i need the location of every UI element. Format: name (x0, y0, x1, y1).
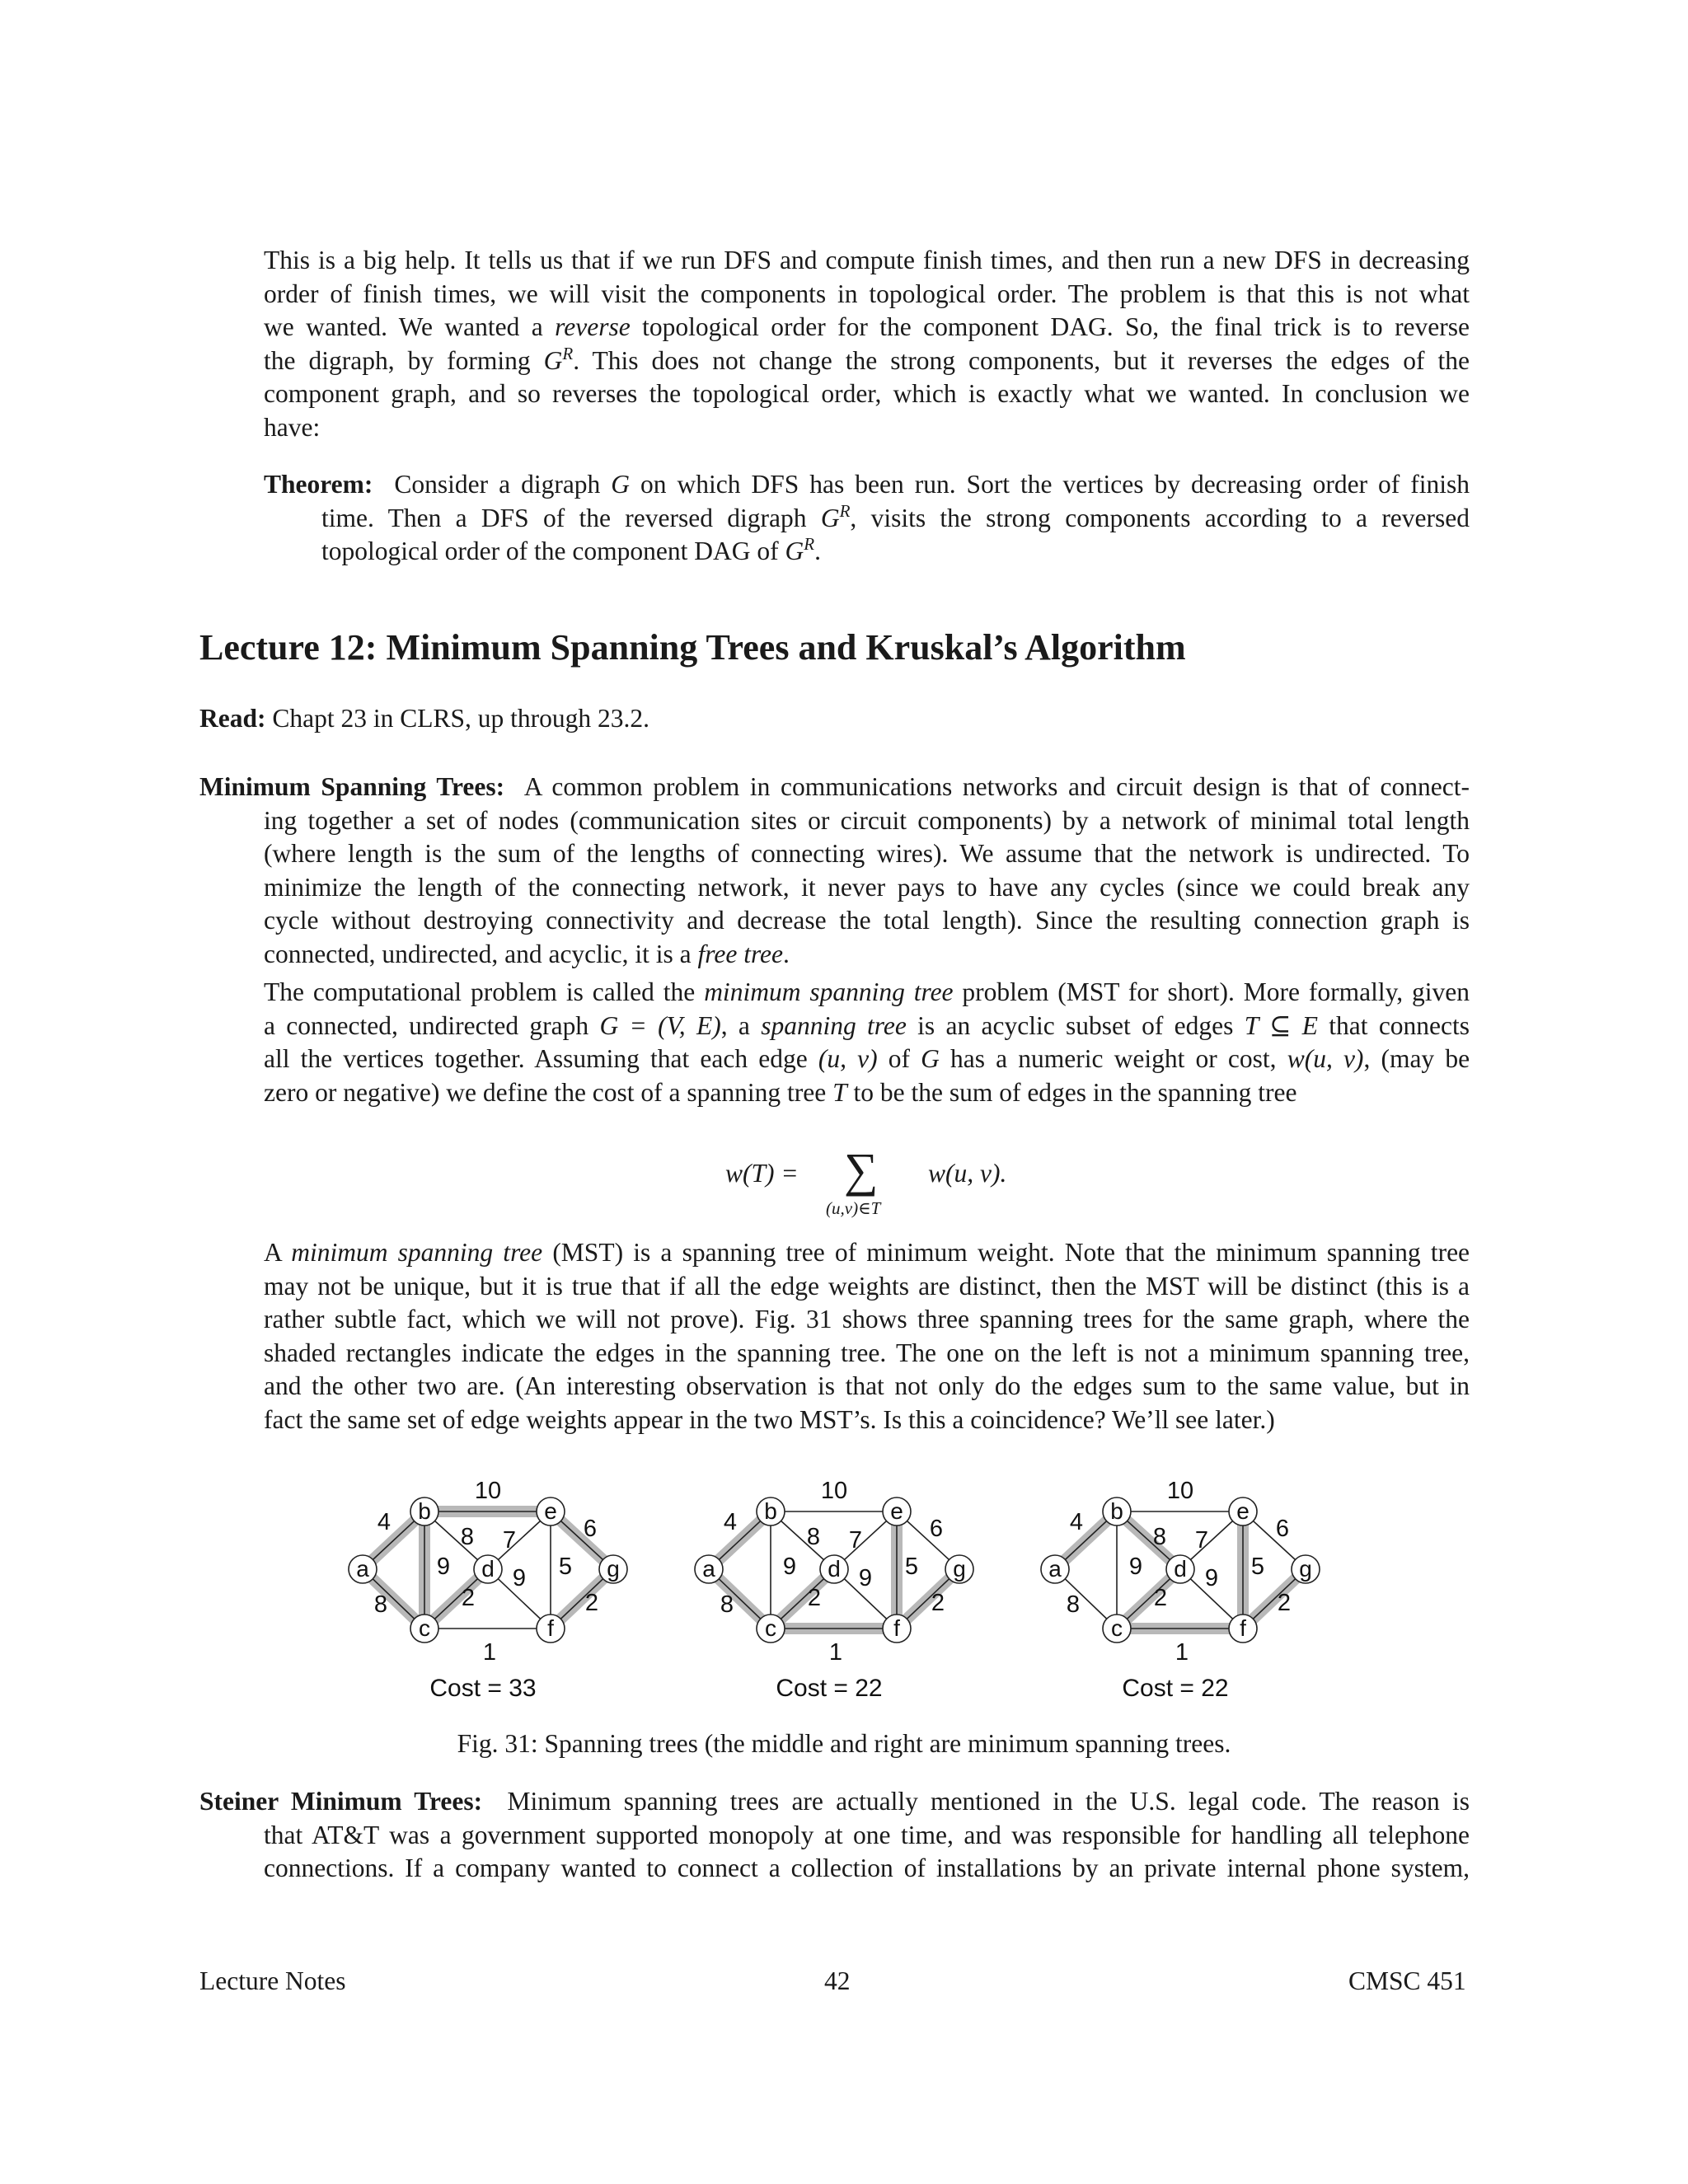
graph-3 (1041, 1478, 1320, 1702)
emphasis-free-tree: free tree (697, 939, 784, 968)
mst-paragraph (199, 771, 1470, 971)
vertex-label-b: b (418, 1498, 431, 1524)
edge-weight-f-g: 2 (931, 1590, 945, 1616)
edge-weight-e-g: 6 (929, 1516, 944, 1542)
edge-weight-c-d: 2 (1153, 1585, 1168, 1611)
mst-line-5: cycle without destroying connectivity and decrease the total length). Since the resulting connection graph is (264, 906, 1470, 935)
theorem-line-1: Theorem: Consider a digraph G on which DFS has been run. Sort the vertices by decreasing order of finish (264, 470, 1470, 499)
cost-formula (725, 1144, 1121, 1226)
comp-line-3: all the vertices together. Assuming that each edge (u, v) of G has a numeric weight or cost, w(u, v), (may be (264, 1044, 1470, 1073)
edge-weight-f-g: 2 (584, 1590, 599, 1616)
vertex-label-d: d (481, 1556, 495, 1582)
vertex-label-d: d (1174, 1556, 1187, 1582)
edge-weight-b-e: 10 (474, 1478, 502, 1504)
comp-line-1: The computational problem is called the minimum spanning tree problem (MST for short). More formally, given (264, 977, 1470, 1006)
edge-weight-b-c: 9 (436, 1554, 451, 1580)
vertex-label-d: d (828, 1556, 841, 1582)
footer-left: Lecture Notes (199, 1966, 346, 1995)
footer-page-number: 42 (824, 1966, 851, 1995)
edge-weight-d-f: 9 (1204, 1565, 1219, 1591)
edge-weight-a-c: 8 (720, 1591, 734, 1618)
intro-paragraph (264, 244, 1470, 444)
theorem-line-3: topological order of the component DAG of $G^R$. (321, 534, 821, 565)
edge-weight-b-e: 10 (1166, 1478, 1194, 1504)
def-line-6: fact the same set of edge weights appear in the two MST’s. Is this a coincidence? We’ll see later.) (264, 1404, 1275, 1434)
formula-lhs: w(T) = (725, 1159, 799, 1188)
theorem-line-2: time. Then a DFS of the reversed digraph $G^R$, visits the strong components according to a reversed (321, 500, 1470, 532)
theorem-label: Theorem: (264, 470, 373, 499)
formula-rhs: w(u, v). (928, 1159, 1007, 1188)
lecture-heading: Lecture 12: Minimum Spanning Trees and Kruskal’s Algorithm (199, 627, 1186, 668)
steiner-line-2: that AT&T was a government supported monopoly at one time, and was responsible for handling all telephone (264, 1820, 1470, 1849)
cost-label: Cost = 33 (429, 1675, 537, 1702)
edge-weight-b-d: 8 (1152, 1524, 1167, 1550)
edge-weight-b-d: 8 (806, 1524, 821, 1550)
vertex-label-c: c (1111, 1615, 1123, 1641)
read-line (199, 702, 1271, 736)
mst-line-4: minimize the length of the connecting network, it never pays to have any cycles (since we could break any (264, 872, 1470, 902)
mst-line-1: Minimum Spanning Trees: A common problem in communications networks and circuit design is that of connect- (199, 772, 1470, 801)
edge-weight-a-c: 8 (373, 1591, 388, 1618)
mst-definition-paragraph (264, 1236, 1470, 1436)
vertex-label-f: f (893, 1615, 900, 1641)
def-line-3: rather subtle fact, which we will not prove). Fig. 31 shows three spanning trees for the same graph, where the (264, 1305, 1470, 1333)
edge-weight-d-e: 7 (848, 1527, 863, 1554)
edge-weight-f-g: 2 (1277, 1590, 1292, 1616)
figure-caption: Fig. 31: Spanning trees (the middle and right are minimum spanning trees. (457, 1729, 1231, 1758)
edge-weight-c-f: 1 (828, 1639, 843, 1666)
computational-paragraph (264, 976, 1470, 1109)
edge-weight-a-b: 4 (1069, 1509, 1084, 1535)
edge-weight-a-b: 4 (377, 1509, 392, 1535)
cost-label: Cost = 22 (1122, 1675, 1229, 1702)
vertex-label-g: g (1299, 1556, 1312, 1582)
theorem (264, 468, 1470, 569)
steiner-line-3: connections. If a company wanted to connect a collection of installations by an private internal phone system, (264, 1854, 1470, 1882)
steiner-paragraph (199, 1785, 1470, 1886)
vertex-label-c: c (765, 1615, 776, 1641)
mst-label: Minimum Spanning Trees: (199, 772, 505, 801)
vertex-label-b: b (764, 1498, 777, 1524)
edge-weight-c-f: 1 (482, 1639, 497, 1666)
edge-weight-e-f: 5 (558, 1554, 573, 1580)
figure-31-spanning-trees (330, 1464, 1368, 1711)
comp-line-4: zero or negative) we define the cost of a spanning tree T to be the sum of edges in the spanning tree (264, 1077, 1297, 1107)
read-text: Chapt 23 in CLRS, up through 23.2. (272, 704, 650, 733)
def-line-4: shaded rectangles indicate the edges in the spanning tree. The one on the left is not a minimum spanning tree, (264, 1338, 1470, 1367)
cost-label: Cost = 22 (776, 1675, 883, 1702)
edge-weight-a-c: 8 (1066, 1591, 1081, 1618)
vertex-label-a: a (356, 1556, 369, 1582)
vertex-label-a: a (702, 1556, 715, 1582)
formula-subscript: (u,v)∈T (826, 1198, 881, 1218)
vertex-label-f: f (1240, 1615, 1246, 1641)
edge-weight-b-c: 9 (1128, 1554, 1143, 1580)
vertex-label-e: e (544, 1498, 557, 1524)
edge-weight-d-f: 9 (512, 1565, 527, 1591)
vertex-label-e: e (890, 1498, 903, 1524)
edge-weight-a-b: 4 (723, 1509, 738, 1535)
def-line-1: A minimum spanning tree (MST) is a spanning tree of minimum weight. Note that the minimum spanning tree (264, 1238, 1470, 1267)
vertex-label-f: f (547, 1615, 554, 1641)
comp-line-2: a connected, undirected graph G = (V, E), a spanning tree is an acyclic subset of edges T ⊆ E that connects (264, 1010, 1470, 1040)
vertex-label-a: a (1048, 1556, 1062, 1582)
footer-right: CMSC 451 (1348, 1966, 1466, 1995)
def-line-2: may not be unique, but it is true that if all the edge weights are distinct, then the MST will be distinct (this is a (264, 1271, 1470, 1301)
edge-weight-e-f: 5 (904, 1554, 919, 1580)
edge-weight-d-e: 7 (502, 1527, 517, 1554)
edge-weight-b-d: 8 (460, 1524, 475, 1550)
edge-weight-d-f: 9 (858, 1565, 873, 1591)
edge-weight-c-d: 2 (807, 1585, 822, 1611)
edge-weight-e-g: 6 (1275, 1516, 1290, 1542)
mst-line-2: ing together a set of nodes (communication sites or circuit components) by a network of minimal total length (264, 805, 1470, 835)
intro-line-3: we wanted. We wanted a reverse topological order for the component DAG. So, the final trick is to reverse (264, 312, 1470, 341)
edge-weight-d-e: 7 (1194, 1527, 1209, 1554)
vertex-label-e: e (1236, 1498, 1250, 1524)
steiner-label: Steiner Minimum Trees: (199, 1787, 483, 1816)
vertex-label-b: b (1110, 1498, 1123, 1524)
vertex-label-c: c (419, 1615, 430, 1641)
intro-line-1: This is a big help. It tells us that if we run DFS and compute finish times, and then run a new DFS in decreasing (264, 246, 1470, 274)
edge-weight-e-g: 6 (583, 1516, 598, 1542)
edge-weight-b-e: 10 (820, 1478, 848, 1504)
steiner-line-1: Steiner Minimum Trees: Minimum spanning trees are actually mentioned in the U.S. legal code. The reason is (199, 1787, 1470, 1816)
graph-2 (695, 1478, 973, 1702)
mst-line-6: connected, undirected, and acyclic, it is a free tree. (264, 939, 790, 968)
intro-line-6: have: (264, 412, 321, 442)
intro-line-4: the digraph, by forming $G^R$. This does not change the strong components, but it reverses the edges of the (264, 343, 1470, 375)
graph-1 (349, 1478, 627, 1702)
vertex-label-g: g (953, 1556, 966, 1582)
def-line-5: and the other two are. (An interesting observation is that not only do the edges sum to the same value, but in (264, 1371, 1470, 1400)
edge-weight-b-c: 9 (782, 1554, 797, 1580)
formula-sum: ∑ (844, 1143, 879, 1197)
read-label: Read: (199, 704, 266, 733)
edge-weight-c-d: 2 (461, 1585, 476, 1611)
edge-weight-c-f: 1 (1175, 1639, 1189, 1666)
intro-line-2: order of finish times, we will visit the components in topological order. The problem is that this is not what (264, 279, 1470, 308)
edge-weight-e-f: 5 (1250, 1554, 1265, 1580)
intro-line-5: component graph, and so reverses the topological order, which is exactly what we wanted. In conclusion we (264, 379, 1470, 408)
mst-line-3: (where length is the sum of the lengths of connecting wires). We assume that the network is undirected. To (264, 839, 1470, 868)
emphasis-reverse: reverse (555, 312, 631, 341)
vertex-label-g: g (607, 1556, 620, 1582)
